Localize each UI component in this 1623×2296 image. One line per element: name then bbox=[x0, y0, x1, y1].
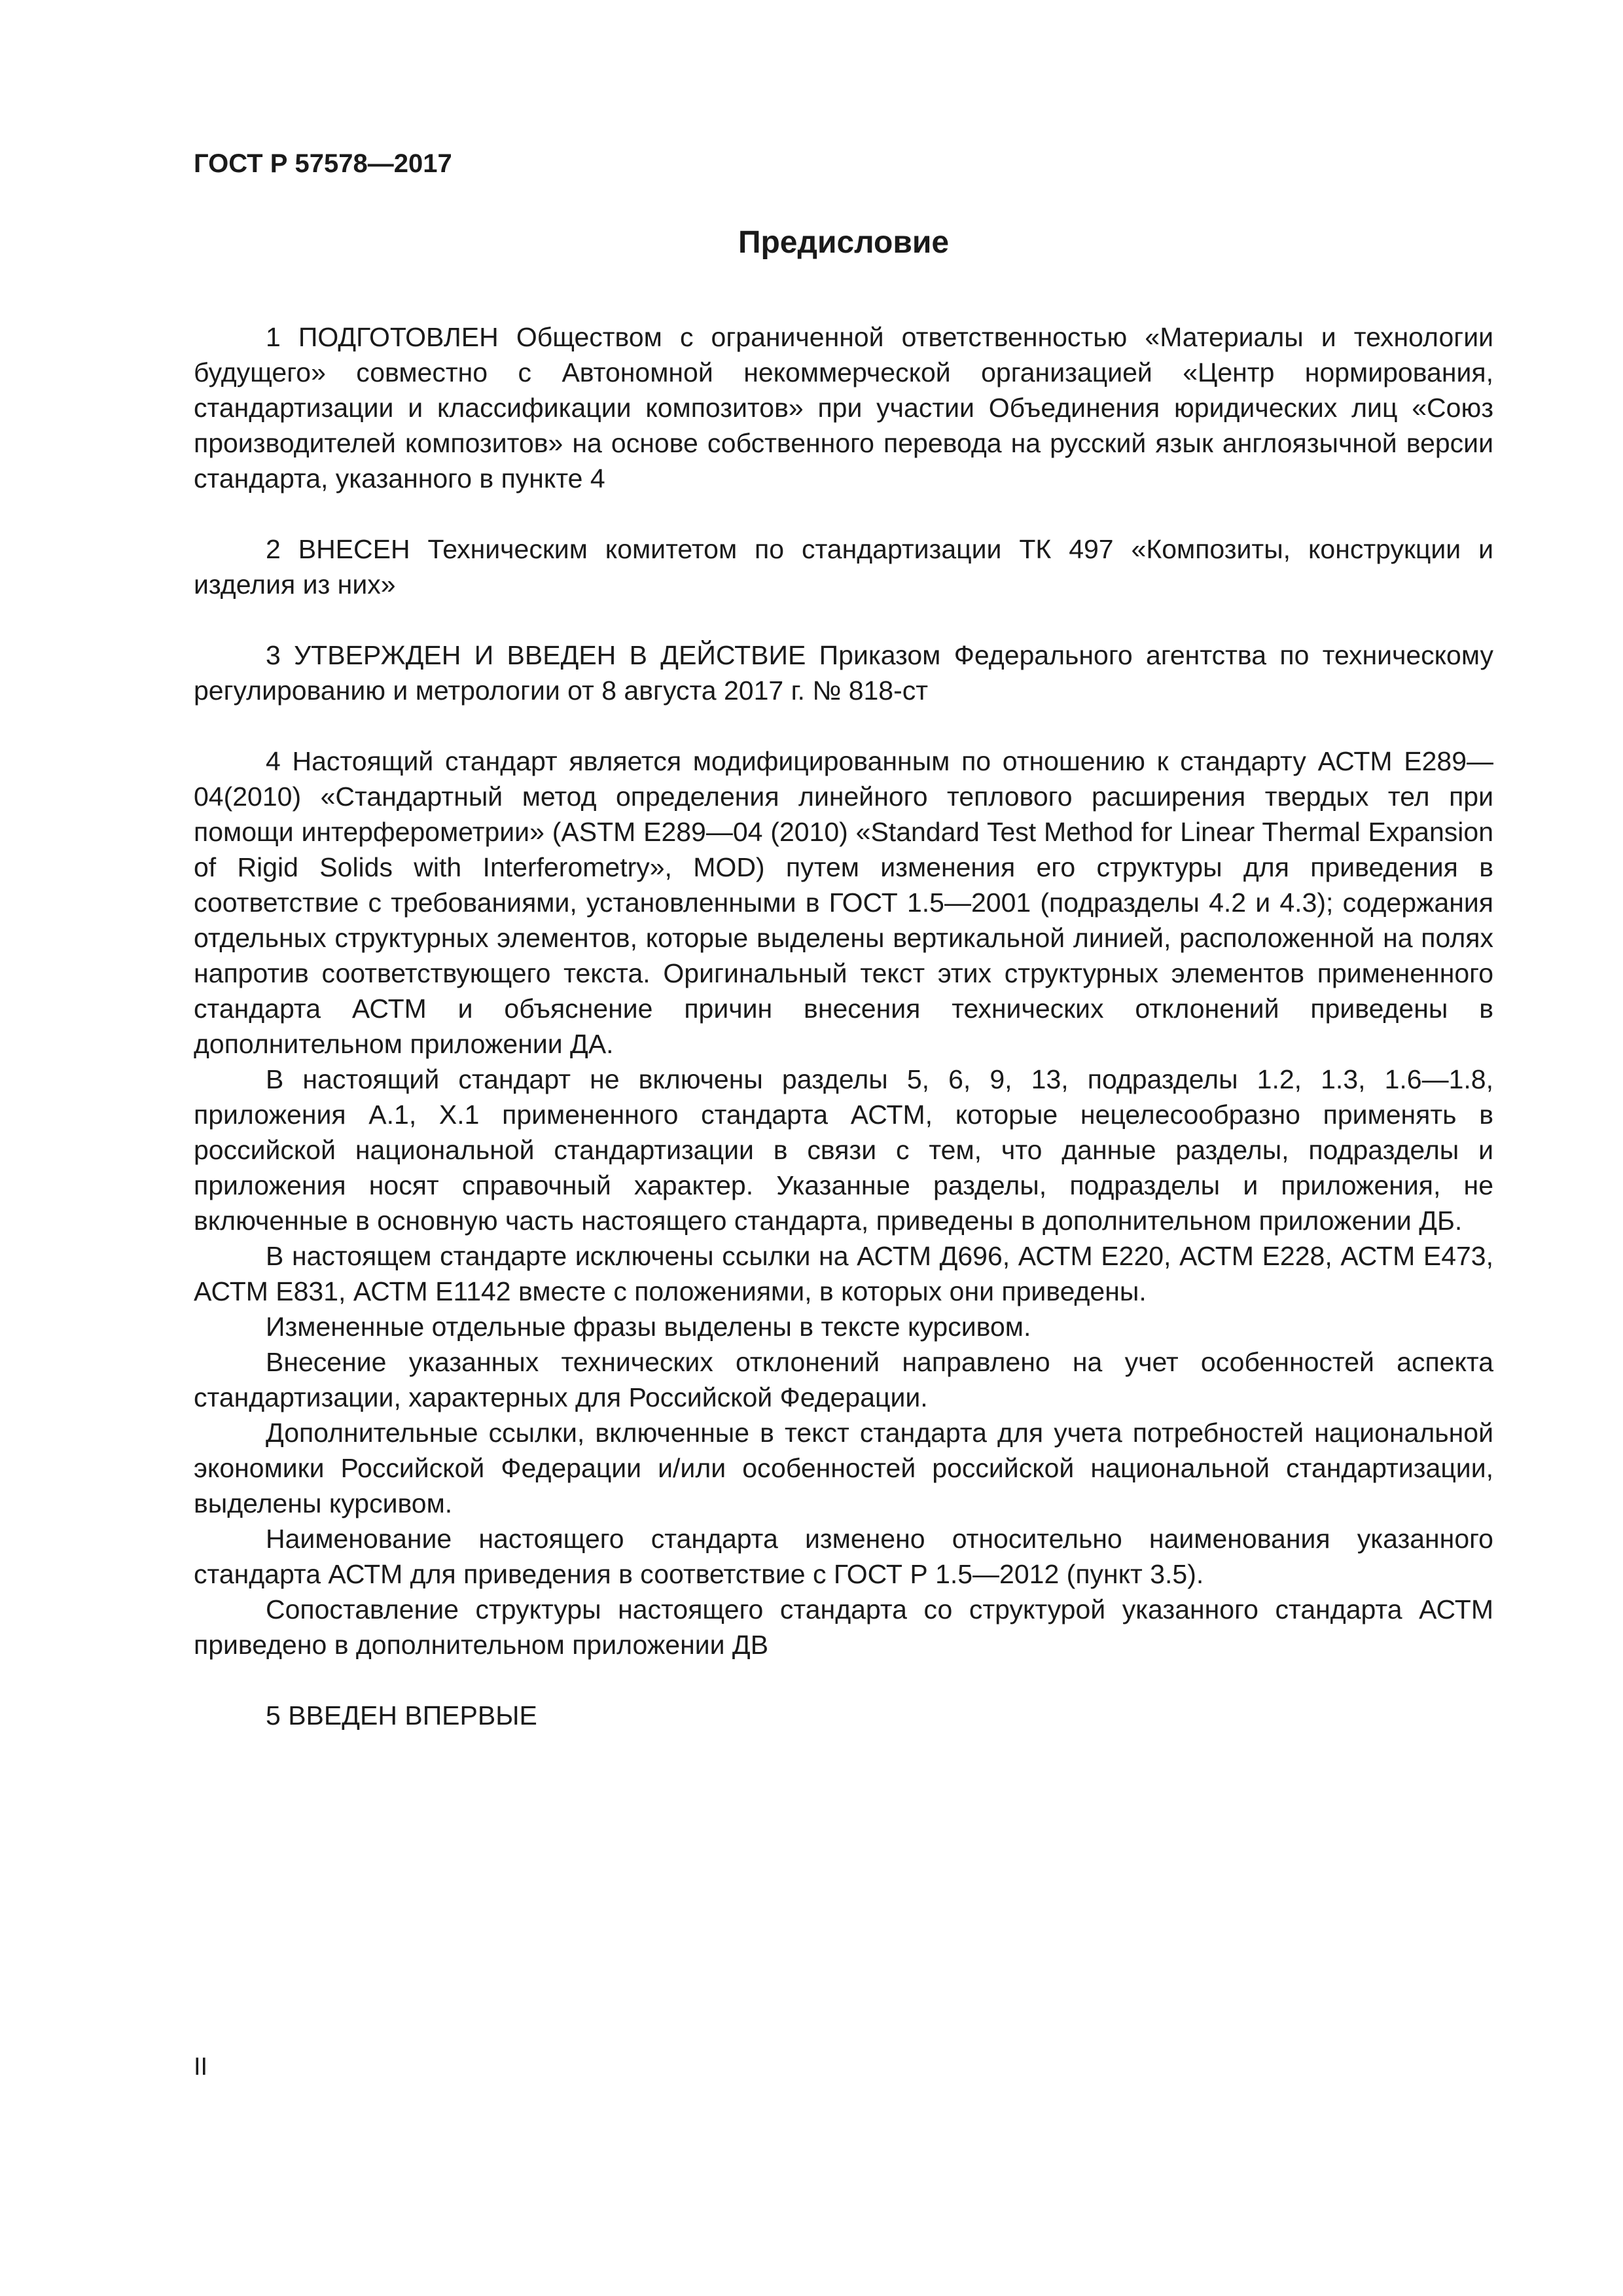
foreword-body bbox=[194, 319, 1493, 1733]
paragraph-item-2: 2 ВНЕСЕН Техническим комитетом по стандартизации ТК 497 «Композиты, конструкции и изделия из них» bbox=[194, 534, 1493, 600]
paragraph-item-4-structure-comparison: Сопоставление структуры настоящего стандарта со структурой указанного стандарта АСТМ приведено в дополнительном приложении ДВ bbox=[194, 1594, 1493, 1660]
paragraph-item-4-title-change: Наименование настоящего стандарта изменено относительно наименования указанного стандарта АСТМ для приведения в соответствие с ГОСТ Р 1.5—2012 (пункт 3.5). bbox=[194, 1524, 1493, 1589]
paragraph-item-1: 1 ПОДГОТОВЛЕН Обществом с ограниченной ответственностью «Материалы и технологии будущего» совместно с Автономной некоммерческой организацией «Центр нормирования, стандартизации и классификации композитов» при участии Объединения юридических лиц «Союз производителей композитов» на основе собственного перевода на русский язык англоязычной версии стандарта, указанного в пункте 4 bbox=[194, 322, 1493, 493]
paragraph-item-4-excluded-sections: В настоящий стандарт не включены разделы 5, 6, 9, 13, подразделы 1.2, 1.3, 1.6—1.8, приложения А.1, Х.1 примененного стандарта АСТМ, которые нецелесообразно применять в российской национальной стандартизации в связи с тем, что данные разделы, подразделы и приложения носят справочный характер. Указанные разделы, подразделы и приложения, не включенные в основную часть настоящего стандарта, приведены в дополнительном приложении ДБ. bbox=[194, 1064, 1493, 1236]
paragraph-item-4: 4 Настоящий стандарт является модифицированным по отношению к стандарту АСТМ Е289—04(2010) «Стандартный метод определения линейного теплового расширения твердых тел при помощи интерферометрии» (ASTM E289—04 (2010) «Standard Test Method for Linear Thermal Expansion of Rigid Solids with Interferometry», MOD) путем изменения его структуры для приведения в соответствие с требованиями, установленными в ГОСТ 1.5—2001 (подразделы 4.2 и 4.3); содержания отдельных структурных элементов, которые выделены вертикальной линией, расположенной на полях напротив соответствующего текста. Оригинальный текст этих структурных элементов примененного стандарта АСТМ и объяснение причин внесения технических отклонений приведены в дополнительном приложении ДА. bbox=[194, 746, 1493, 1059]
paragraph-item-4-additional-references: Дополнительные ссылки, включенные в текст стандарта для учета потребностей национальной экономики Российской Федерации и/или особенностей российской национальной стандартизации, выделены курсивом. bbox=[194, 1418, 1493, 1518]
page-number: II bbox=[194, 2053, 208, 2081]
paragraph-item-4-italic-phrases: Измененные отдельные фразы выделены в тексте курсивом. bbox=[266, 1312, 1031, 1342]
document-code: ГОСТ Р 57578—2017 bbox=[194, 149, 452, 178]
page-title: Предисловие bbox=[738, 225, 950, 260]
paragraph-item-4-excluded-references: В настоящем стандарте исключены ссылки на АСТМ Д696, АСТМ Е220, АСТМ Е228, АСТМ Е473, АСТМ Е831, АСТМ Е1142 вместе с положениями, в которых они приведены. bbox=[194, 1241, 1493, 1306]
paragraph-item-4-deviations: Внесение указанных технических отклонений направлено на учет особенностей аспекта стандартизации, характерных для Российской Федерации. bbox=[194, 1347, 1493, 1412]
paragraph-item-3: 3 УТВЕРЖДЕН И ВВЕДЕН В ДЕЙСТВИЕ Приказом Федерального агентства по техническому регулированию и метрологии от 8 августа 2017 г. № 818-ст bbox=[194, 640, 1493, 706]
paragraph-item-5: 5 ВВЕДЕН ВПЕРВЫЕ bbox=[266, 1700, 537, 1731]
